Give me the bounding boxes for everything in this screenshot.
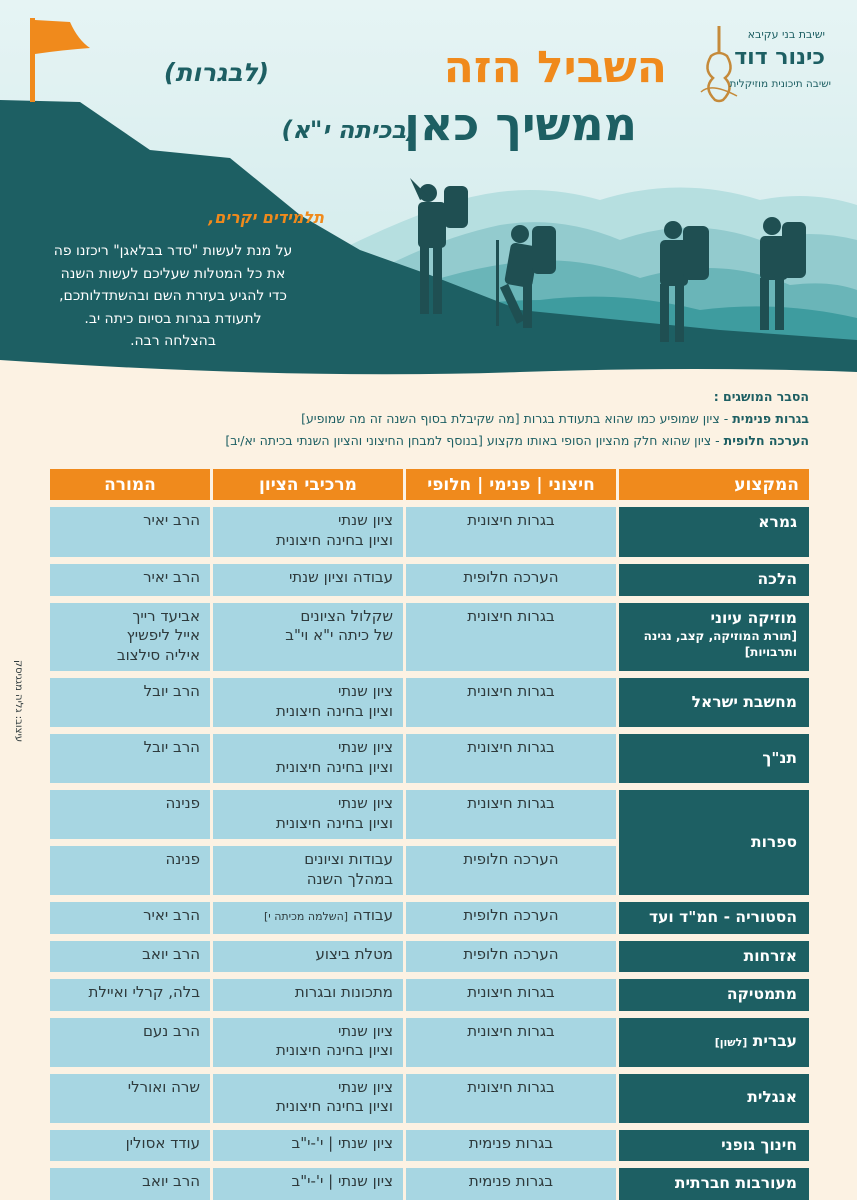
type-cell: בגרות חיצונית: [406, 678, 616, 727]
components-cell: ציון שנתי וציון בחינה חיצונית: [213, 678, 403, 727]
subject-cell: מתמטיקה: [619, 979, 809, 1011]
teacher-cell: אביעד רייך אייל ליפשיץ איליה סילצוב: [50, 603, 210, 672]
teacher-cell: הרב נעם: [50, 1018, 210, 1067]
table-header-row: [50, 469, 809, 500]
subject-cell: הסטוריה - חמ"ד ועד: [619, 902, 809, 934]
type-cell: בגרות פנימית: [406, 1130, 616, 1162]
header-components: מרכיבי הציון: [213, 469, 403, 500]
components-cell: ציון שנתי וציון בחינה חיצונית: [213, 1074, 403, 1123]
table-row: [50, 603, 809, 672]
page-title-line2-note: (בכיתה י"א): [281, 116, 417, 144]
teacher-cell: עודד אסולין: [50, 1130, 210, 1162]
components-cell: עבודה וציון שנתי: [213, 564, 403, 596]
subject-cell: מחשבת ישראל: [619, 678, 809, 727]
table-row: [50, 1074, 809, 1123]
teacher-cell: פנינה: [50, 846, 210, 895]
subject-note: [לשון]: [714, 1035, 748, 1049]
intro-paragraph: [23, 240, 323, 353]
teacher-cell: פנינה: [50, 790, 210, 839]
components-cell: ציון שנתי וציון בחינה חיצונית: [213, 790, 403, 839]
components-cell: ציון שנתי וציון בחינה חיצונית: [213, 1018, 403, 1067]
table-row: [50, 941, 809, 973]
table-row: [50, 1018, 809, 1067]
greeting: תלמידים יקרים,: [208, 208, 324, 227]
type-cell: בגרות חיצונית: [406, 603, 616, 672]
table-row: [50, 790, 809, 839]
intro-line: את כל המטלות שעליכם לעשות השנה: [60, 265, 286, 282]
type-cell: בגרות חיצונית: [406, 979, 616, 1011]
logo-name: כינור דוד: [734, 45, 825, 70]
legend: [39, 386, 809, 452]
type-cell: בגרות חיצונית: [406, 1018, 616, 1067]
type-cell: בגרות חיצונית: [406, 734, 616, 783]
type-cell: בגרות חיצונית: [406, 507, 616, 557]
intro-line: על מנת לעשות "סדר בבלאגן" ריכזנו פה: [53, 243, 293, 259]
subject-cell: הלכה: [619, 564, 809, 596]
teacher-cell: הרב יאיר: [50, 564, 210, 596]
subject-cell: תנ"ך: [619, 734, 809, 783]
intro-line: בהצלחה רבה.: [130, 333, 216, 349]
components-note: [השלמה מכיתה י]: [263, 910, 349, 923]
table-row: [50, 979, 809, 1011]
design-credit: עיצוב: גליה מגגיסק: [13, 660, 24, 743]
teacher-cell: שרה ואורלי: [50, 1074, 210, 1123]
components-cell: מתכונות ובגרות: [213, 979, 403, 1011]
legend-internal: בגרות פנימית - ציון שמופיע כמו שהוא בתעודת בגרות [מה שקיבלת בסוף השנה זה מה שמופיע]: [301, 411, 809, 426]
subject-cell: אזרחות: [619, 941, 809, 973]
header-subject: המקצוע: [619, 469, 809, 500]
type-cell: הערכה חלופית: [406, 941, 616, 973]
subject-cell: מוזיקה עיוני [תורת המוזיקה, קצב, נגינה ותרבויות]: [619, 603, 809, 672]
teacher-cell: הרב יאיר: [50, 507, 210, 557]
table-row: [50, 734, 809, 783]
subject-cell: עברית [לשון]: [619, 1018, 809, 1067]
components-cell: ציון שנתי | י'-י"ב: [213, 1168, 403, 1200]
components-cell: ציון שנתי וציון בחינה חיצונית: [213, 734, 403, 783]
intro-line: לתעודת בגרות בסיום כיתה יב.: [84, 310, 262, 327]
header-type: חיצוני | פנימי | חלופי: [406, 469, 616, 500]
subjects-table: [47, 462, 812, 1200]
legend-alternative: הערכה חלופית - ציון שהוא חלק מהציון הסופי באותו מקצוע [בנוסף למבחן החיצוני והציון השנתי בכיתה יא/יב]: [225, 433, 809, 448]
subject-note: [תורת המוזיקה, קצב, נגינה ותרבויות]: [643, 629, 797, 659]
type-cell: בגרות חיצונית: [406, 790, 616, 839]
logo-top-text: ישיבת בני עקיבא: [747, 28, 825, 41]
page-title-line2: ממשיך כאן: [404, 97, 637, 151]
components-cell: עבודה [השלמה מכיתה י]: [213, 902, 403, 934]
logo-subtitle: ישיבה תיכונית מוזיקלית: [729, 78, 831, 90]
table-row: [50, 507, 809, 557]
table-row: [50, 564, 809, 596]
teacher-cell: בלה, קרלי ואיילת: [50, 979, 210, 1011]
type-cell: הערכה חלופית: [406, 564, 616, 596]
type-cell: בגרות פנימית: [406, 1168, 616, 1200]
components-cell: ציון שנתי וציון בחינה חיצונית: [213, 507, 403, 557]
page-title-line1-note: (לבגרות): [163, 58, 269, 87]
teacher-cell: הרב יואב: [50, 1168, 210, 1200]
type-cell: הערכה חלופית: [406, 846, 616, 895]
legend-title: הסבר המושגים :: [713, 389, 809, 404]
header-teacher: המורה: [50, 469, 210, 500]
type-cell: בגרות חיצונית: [406, 1074, 616, 1123]
violin-logo-icon: [699, 22, 739, 104]
subject-cell: מעורבות חברתית: [619, 1168, 809, 1200]
teacher-cell: הרב יובל: [50, 734, 210, 783]
subject-cell: אנגלית: [619, 1074, 809, 1123]
table-row: [50, 678, 809, 727]
components-cell: עבודות וציונים במהלך השנה: [213, 846, 403, 895]
type-cell: הערכה חלופית: [406, 902, 616, 934]
components-cell: שקלול הציונים של כיתה י"א וי"ב: [213, 603, 403, 672]
subject-cell: גמרא: [619, 507, 809, 557]
components-cell: מטלת ביצוע: [213, 941, 403, 973]
teacher-cell: הרב יאיר: [50, 902, 210, 934]
components-cell: ציון שנתי | י'-י"ב: [213, 1130, 403, 1162]
subject-cell: חינוך גופני: [619, 1130, 809, 1162]
subject-cell: ספרות: [619, 790, 809, 895]
table-row: [50, 1130, 809, 1162]
teacher-cell: הרב יואב: [50, 941, 210, 973]
intro-line: כדי להגיע בעזרת השם ובהשתדלותכם,: [59, 288, 287, 304]
table-row: [50, 902, 809, 934]
table-row: [50, 1168, 809, 1200]
page-title-line1: השביל הזה: [443, 42, 667, 93]
teacher-cell: הרב יובל: [50, 678, 210, 727]
